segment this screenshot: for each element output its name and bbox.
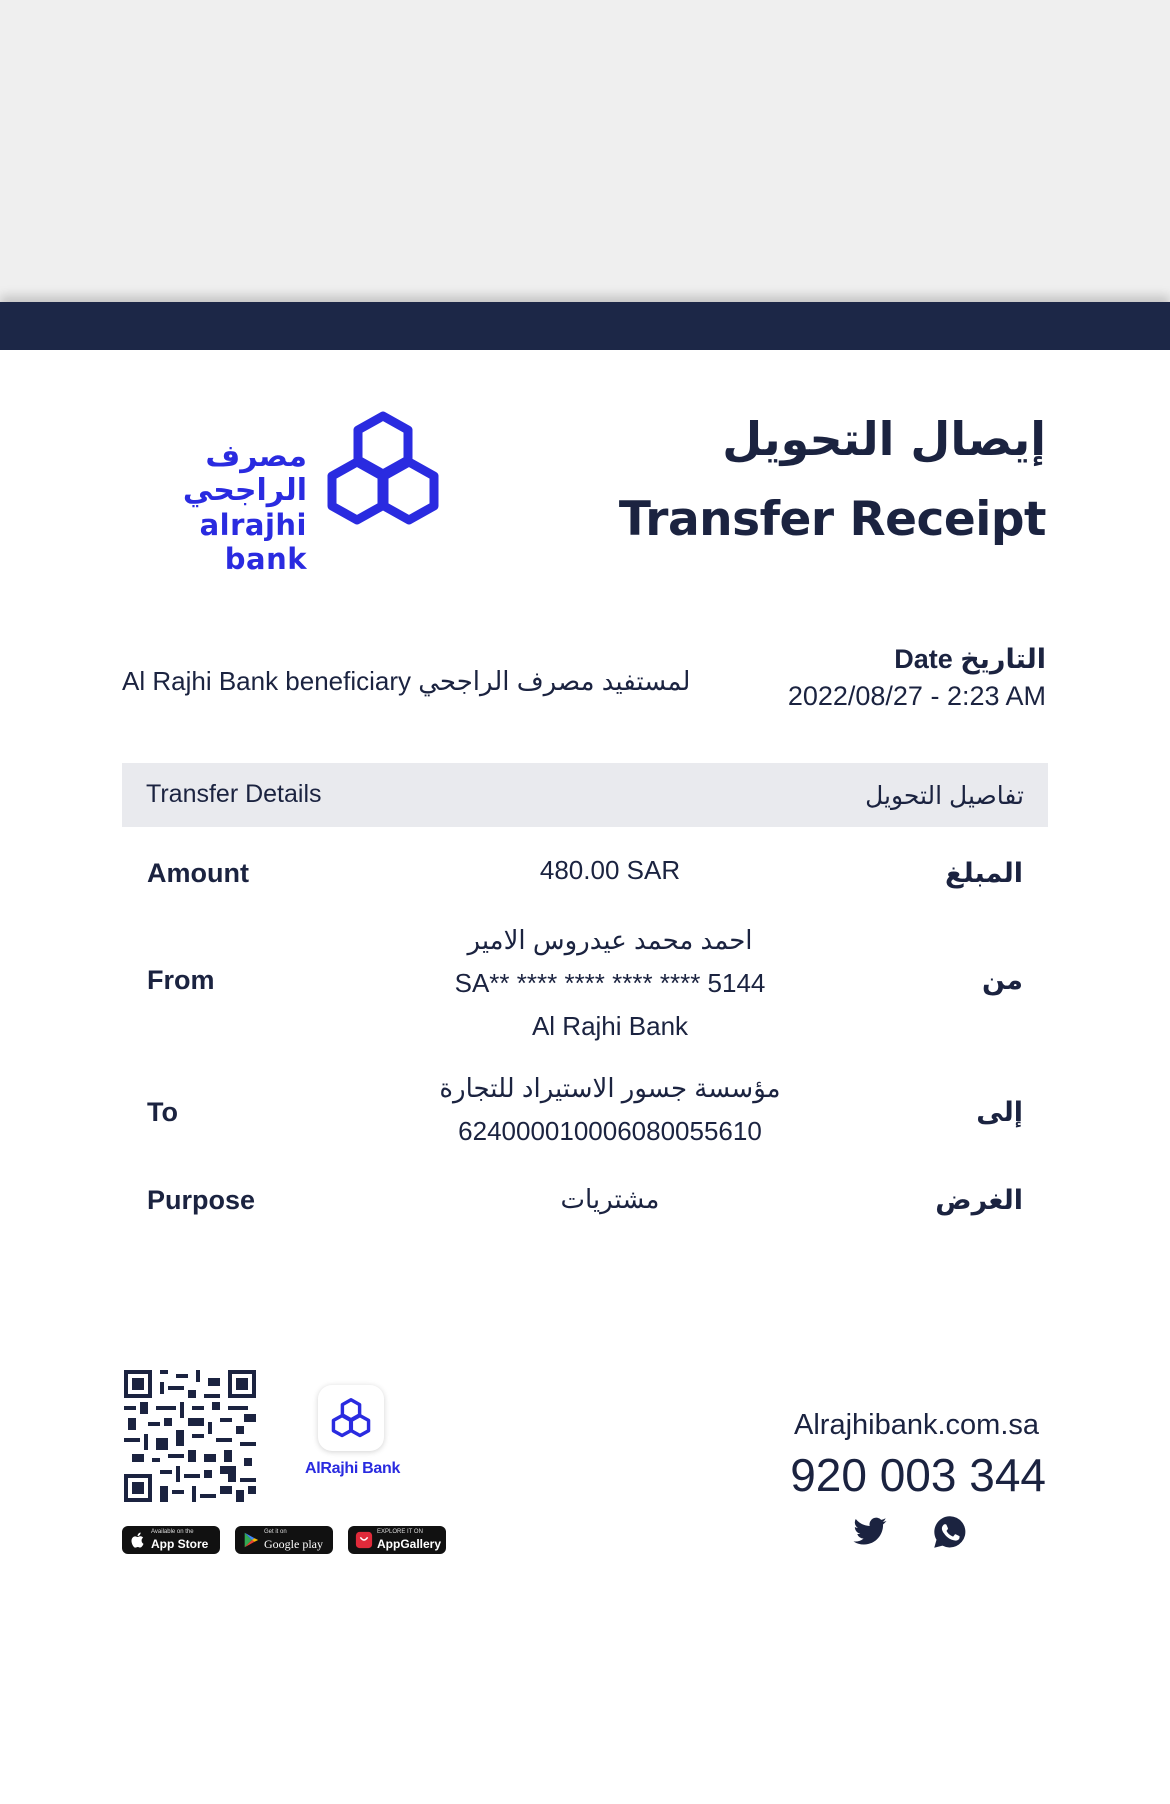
transfer-details-title-arabic: تفاصيل التحويل [865,782,1024,810]
transfer-details-title: Transfer Details [146,780,322,808]
app-icon [318,1385,384,1451]
app-store-badge[interactable] [122,1526,220,1554]
app-store-badge-caption: Available on the [151,1529,194,1535]
app-store-badge-label: App Store [151,1537,209,1551]
google-play-badge-label: Google play [264,1537,323,1551]
recipient-account: 624000010006080055610 [458,1116,762,1146]
google-play-icon [242,1531,260,1549]
purpose-value: مشتريات [560,1184,660,1214]
amount-label-arabic: المبلغ [945,858,1023,888]
purpose-label-arabic: الغرض [935,1185,1023,1215]
app-name: AlRajhi Bank [304,1460,401,1477]
google-play-badge-caption: Get it on [264,1529,287,1535]
to-label: To [147,1097,178,1127]
bank-name-english: alrajhi bank [199,508,307,576]
purpose-label: Purpose [147,1185,256,1215]
from-label: From [147,965,215,995]
huawei-icon [355,1531,373,1549]
transfer-date: 2022/08/27 - 2:23 AM [787,681,1046,711]
from-details [380,919,840,1048]
amount-label: Amount [147,858,249,888]
from-label-arabic: من [981,965,1023,995]
app-gallery-badge[interactable] [348,1526,446,1554]
to-details [380,1067,840,1153]
app-gallery-badge-label: AppGallery [377,1537,442,1551]
bank-name-arabic: مصرف الراجحي [182,439,307,508]
twitter-icon[interactable] [852,1514,888,1550]
sender-name: احمد محمد عيدروس الامير [467,925,753,955]
sender-bank: Al Rajhi Bank [531,1011,689,1041]
alrajhi-logo-icon [322,410,444,528]
receipt-title-arabic: إيصال التحويل [722,412,1046,466]
sender-account: SA** **** **** **** **** 5144 [454,968,766,998]
qr-code-icon [124,1370,256,1502]
bank-phone[interactable]: 920 003 344 [790,1449,1046,1501]
transfer-details-header [122,763,1048,827]
screen-background [0,0,1170,302]
bank-logo-wordmark [122,440,307,576]
app-gallery-badge-caption: EXPLORE IT ON [377,1529,423,1535]
apple-icon [129,1531,147,1549]
beneficiary-type: Al Rajhi Bank beneficiary لمستفيد مصرف الراجحي [122,666,691,696]
receipt-header-bar [0,302,1170,350]
date-label: Date التاريخ [894,644,1046,674]
google-play-badge[interactable] [235,1526,333,1554]
receipt-title: Transfer Receipt [618,492,1046,547]
to-label-arabic: إلى [976,1097,1023,1127]
alrajhi-app-icon [330,1397,372,1439]
amount-value: 480.00 SAR [539,855,681,885]
whatsapp-icon[interactable] [932,1514,968,1550]
recipient-name: مؤسسة جسور الاستيراد للتجارة [439,1073,781,1103]
bank-website[interactable]: Alrajhibank.com.sa [794,1409,1039,1441]
